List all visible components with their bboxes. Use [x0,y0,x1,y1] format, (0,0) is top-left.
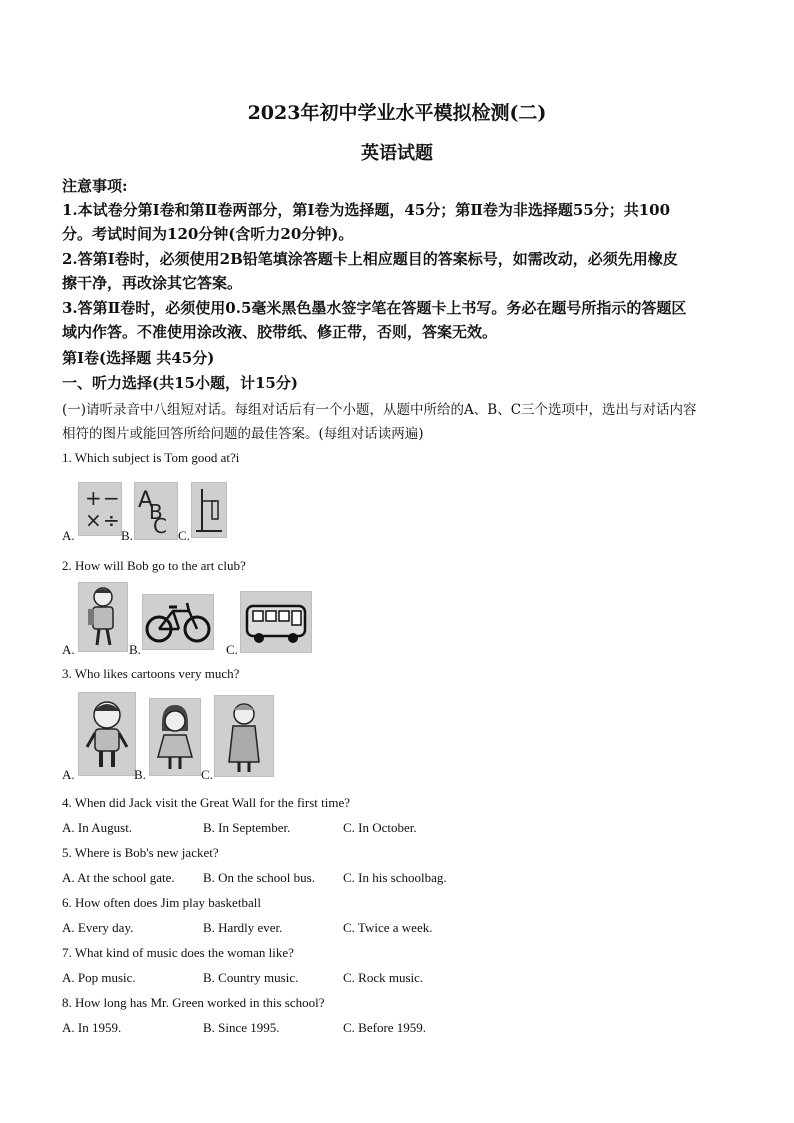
exam-title: 2023年初中学业水平模拟检测(二) [247,102,547,124]
svg-text:+: + [85,486,102,510]
girl-icon [150,699,200,775]
option-a[interactable]: A. In August. [62,820,133,835]
option-b[interactable]: B. Country music. [203,970,299,985]
question-text: 1. Which subject is Tom good at?i [62,450,240,465]
math-symbols-icon [79,483,121,535]
question-text: 7. What kind of music does the woman like? [62,945,294,960]
instruction-line: 相符的图片或能回答所给问题的最佳答案。(每组对话读两遍) [62,426,424,442]
abc-letters-picture[interactable] [134,482,178,540]
option-label: C. [201,767,213,782]
question-text: 4. When did Jack visit the Great Wall for the first time? [62,795,351,810]
option-c[interactable]: C. Twice a week. [343,920,433,935]
svg-text:B: B [149,500,163,524]
section-title: 第Ⅰ卷(选择题 共45分) [62,349,215,367]
notes-line: 2.答第Ⅰ卷时，必须使用2B铅笔填涂答题卡上相应题目的答案标号，如需改动，必须先用橡皮 [62,250,678,268]
svg-text:÷: ÷ [103,508,120,532]
svg-text:×: × [85,508,102,532]
boy-picture[interactable] [78,692,136,776]
bicycle-picture[interactable] [142,594,214,650]
notes-line: 擦干净，再改涂其它答案。 [62,274,243,292]
option-a[interactable]: A. At the school gate. [62,870,175,885]
notes-line: 域内作答。不准使用涂改液、胶带纸、修正带，否则，答案无效。 [62,323,498,341]
option-label: C. [226,642,238,657]
question-text: 8. How long has Mr. Green worked in this school? [62,995,325,1010]
option-label: A. [62,528,75,543]
old-woman-picture[interactable] [214,695,274,777]
bus-picture[interactable] [240,591,312,653]
option-a[interactable]: A. Every day. [62,920,134,935]
option-a[interactable]: A. In 1959. [62,1020,122,1035]
svg-text:C: C [153,514,167,538]
option-b[interactable]: B. On the school bus. [203,870,315,885]
option-label: C. [178,528,190,543]
girl-picture[interactable] [149,698,201,776]
notes-line: 分。考试时间为120分钟(含听力20分钟)。 [62,225,354,243]
instruction-line: (一)请听录音中八组短对话。每组对话后有一个小题，从题中所给的A、B、C三个选项中，选出与对话内容 [62,402,697,418]
option-b[interactable]: B. In September. [203,820,291,835]
walking-boy-picture[interactable] [78,582,128,652]
exam-subtitle: 英语试题 [361,143,433,164]
abc-letters-icon [135,483,177,539]
option-label: A. [62,767,75,782]
option-a[interactable]: A. Pop music. [62,970,136,985]
bicycle-icon [143,595,213,649]
question-text: 5. Where is Bob's new jacket? [62,845,219,860]
svg-text:−: − [103,486,120,510]
question-text: 6. How often does Jim play basketball [62,895,261,910]
notes-line: 1.本试卷分第Ⅰ卷和第Ⅱ卷两部分，第Ⅰ卷为选择题，45分；第Ⅱ卷为非选择题55分；共100 [62,201,671,219]
option-b[interactable]: B. Since 1995. [203,1020,280,1035]
svg-text:A: A [138,488,154,513]
option-label: B. [121,528,133,543]
notes-heading: 注意事项: [62,177,128,195]
walking-boy-icon [79,583,127,651]
option-label: B. [129,642,141,657]
option-c[interactable]: C. In his schoolbag. [343,870,447,885]
option-b[interactable]: B. Hardly ever. [203,920,283,935]
option-c[interactable]: C. In October. [343,820,417,835]
option-c[interactable]: C. Before 1959. [343,1020,427,1035]
question-text: 2. How will Bob go to the art club? [62,558,246,573]
lab-stand-icon [192,483,226,537]
math-symbols-picture[interactable] [78,482,122,536]
boy-icon [79,693,135,775]
part-title: 一、听力选择(共15小题，计15分) [62,374,298,392]
lab-stand-picture[interactable] [191,482,227,538]
option-c[interactable]: C. Rock music. [343,970,424,985]
notes-line: 3.答第Ⅱ卷时，必须使用0.5毫米黑色墨水签字笔在答题卡上书写。务必在题号所指示的答题区 [62,299,687,317]
option-label: B. [134,767,146,782]
question-text: 3. Who likes cartoons very much? [62,666,240,681]
bus-icon [241,592,311,652]
option-label: A. [62,642,75,657]
old-woman-icon [215,696,273,776]
